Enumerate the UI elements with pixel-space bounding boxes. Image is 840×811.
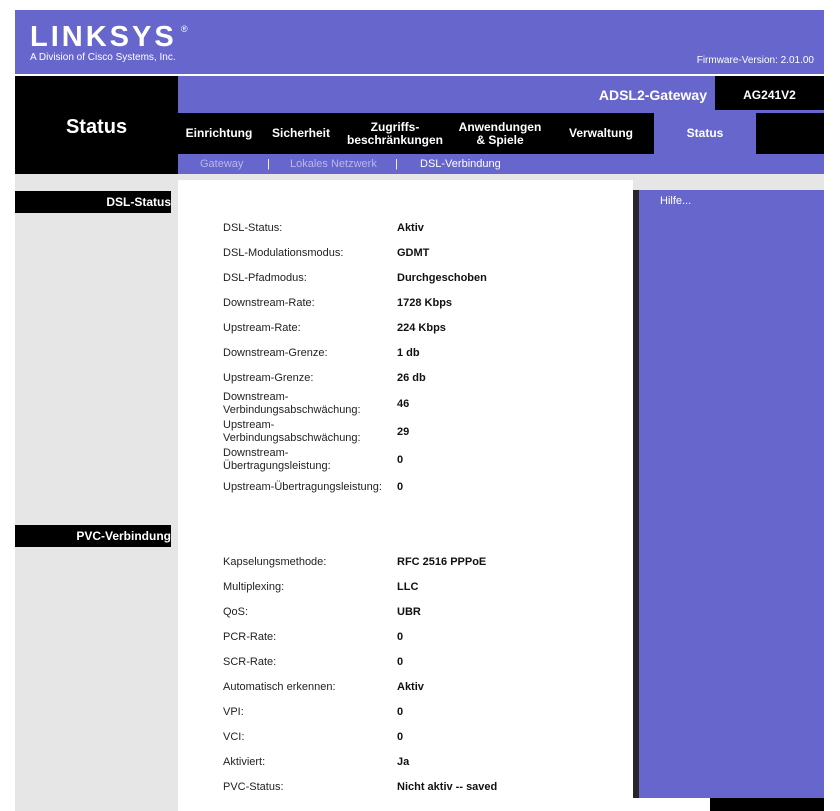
row-label: Downstream-Grenze: [223,347,328,359]
row-label: Upstream- Verbindungsabschwächung: [223,419,361,444]
pvc-row [223,731,623,759]
help-link[interactable]: Hilfe... [660,195,692,207]
row-value: RFC 2516 PPPoE [397,556,487,568]
tab-einrichtung[interactable] [178,113,260,154]
section-head-dsl-status: DSL-Status [15,191,171,213]
subnav-separator: | [267,158,270,170]
help-column [633,184,824,798]
row-label: Aktiviert: [223,756,266,768]
footer-divider [640,798,710,811]
pvc-row [223,756,623,784]
row-label: Automatisch erkennen: [223,681,336,693]
row-label: DSL-Modulationsmodus: [223,247,344,259]
tab-label: Anwendungen & Spiele [458,119,542,147]
dsl-row [223,272,623,300]
row-label: Multiplexing: [223,581,285,593]
tab-label: Verwaltung [568,126,633,140]
row-label: VCI: [223,731,245,743]
row-value: Nicht aktiv -- saved [397,781,498,793]
page-title-block [15,76,178,174]
firmware-version: Firmware-Version: 2.01.00 [696,55,814,66]
registered-mark: ® [181,24,188,34]
dsl-row [223,247,623,275]
dsl-row [223,347,623,375]
row-label: Downstream-Rate: [223,297,315,309]
linksys-logo [30,21,188,63]
subnav-separator: | [395,158,398,170]
tab-label: Einrichtung [185,126,253,140]
row-value: Aktiv [397,222,424,234]
row-value: 26 db [397,372,426,384]
row-label: PVC-Status: [223,781,284,793]
row-label: DSL-Pfadmodus: [223,272,307,284]
logo-subtitle: A Division of Cisco Systems, Inc. [30,52,176,63]
help-top-divider [633,184,824,190]
dsl-row [223,297,623,325]
row-label: Downstream- Übertragungsleistung: [223,447,331,472]
dsl-row [223,419,623,447]
tab-verwaltung[interactable] [553,113,649,154]
main-nav [178,110,824,154]
top-banner [15,10,824,74]
page-title: Status [65,116,128,138]
pvc-row [223,681,623,709]
pvc-row [223,606,623,634]
row-label: QoS: [223,606,249,618]
row-value: 0 [397,706,404,718]
row-label: DSL-Status: [223,222,283,234]
row-value: 0 [397,731,404,743]
row-label: Downstream- Verbindungsabschwächung: [223,391,361,416]
row-value: 46 [397,398,410,410]
row-value: 0 [397,481,404,493]
row-value: GDMT [397,247,430,259]
tab-sicherheit[interactable] [265,113,337,154]
product-bar [178,76,824,110]
dsl-row [223,481,623,509]
row-label: SCR-Rate: [223,656,277,668]
sub-nav [178,154,824,174]
tab-anwendungen-spiele[interactable] [450,113,550,154]
row-value: 0 [397,454,404,466]
row-label: VPI: [223,706,244,718]
tab-label: Zugriffs- beschränkungen [346,119,444,147]
row-value: 1728 Kbps [397,297,453,309]
row-value: 0 [397,656,404,668]
row-label: Upstream-Übertragungsleistung: [223,481,382,493]
product-name: ADSL2-Gateway [598,87,707,103]
row-label: Upstream-Grenze: [223,372,314,384]
subnav-dsl-verbindung[interactable]: DSL-Verbindung [420,158,501,170]
row-label: Upstream-Rate: [223,322,301,334]
subnav-gateway[interactable]: Gateway [200,158,244,170]
row-value: Aktiv [397,681,424,693]
dsl-row [223,391,623,419]
row-value: Ja [397,756,410,768]
dsl-row [223,447,623,475]
section-sidebar [15,184,178,811]
section-head-pvc: PVC-Verbindung [15,525,171,547]
row-label: PCR-Rate: [223,631,277,643]
row-value: Durchgeschoben [397,272,487,284]
subnav-lokales-netzwerk[interactable]: Lokales Netzwerk [290,158,377,170]
pvc-row [223,706,623,734]
tab-status[interactable] [654,113,756,154]
pvc-row [223,581,623,609]
tab-label: Status [686,126,724,140]
row-value: UBR [397,606,421,618]
logo-wordmark: LINKSYS [30,21,177,53]
pvc-row [223,556,623,584]
row-label: Kapselungsmethode: [223,556,327,568]
pvc-row [223,656,623,684]
dsl-row [223,222,623,250]
model-number: AG241V2 [715,76,824,110]
row-value: 29 [397,426,410,438]
tab-label: Sicherheit [271,126,331,140]
pvc-row [223,781,623,809]
dsl-row [223,322,623,350]
row-value: 224 Kbps [397,322,446,334]
row-value: 0 [397,631,404,643]
pvc-row [223,631,623,659]
tab-zugriffsbeschraenkungen[interactable] [342,113,448,154]
row-value: 1 db [397,347,420,359]
row-value: LLC [397,581,419,593]
